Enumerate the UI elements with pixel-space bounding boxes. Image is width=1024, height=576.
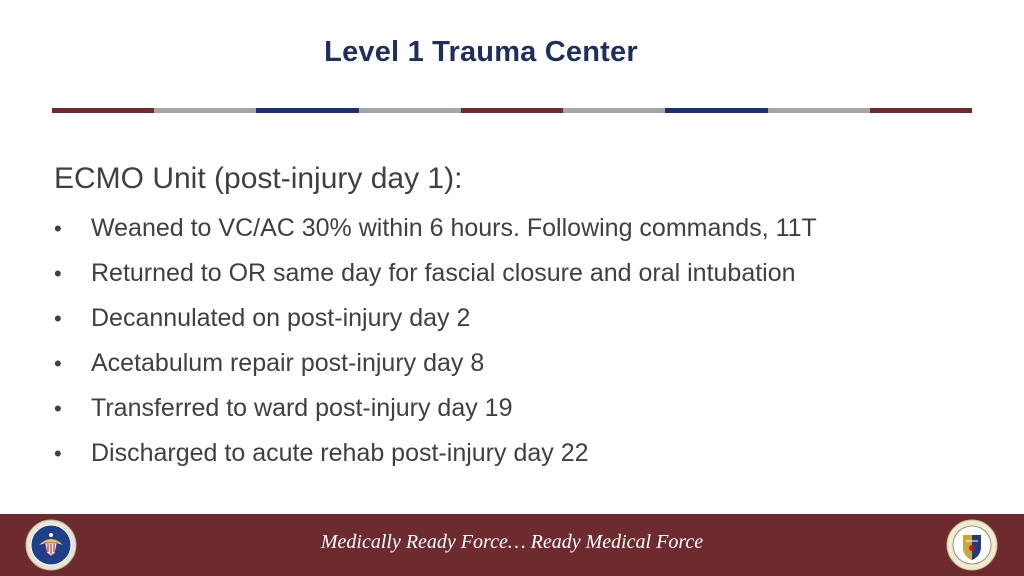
bullet-item: [54, 386, 994, 431]
bullet-item: [54, 341, 994, 386]
bullet-item: [54, 206, 994, 251]
bullet-icon: •: [54, 396, 62, 421]
bullet-text: Weaned to VC/AC 30% within 6 hours. Following commands, 11T: [91, 214, 817, 242]
divider-segment: [563, 108, 665, 113]
slide-title: Level 1 Trauma Center: [324, 36, 638, 68]
bullet-icon: •: [54, 261, 62, 286]
bullet-text: Decannulated on post-injury day 2: [91, 304, 471, 332]
divider-segment: [870, 108, 972, 113]
section-heading: ECMO Unit (post-injury day 1):: [54, 162, 463, 195]
bullet-icon: •: [54, 216, 62, 241]
divider-segment: [461, 108, 563, 113]
title-divider: [52, 108, 972, 113]
footer-bar: [0, 514, 1024, 576]
bullet-text: Transferred to ward post-injury day 19: [91, 394, 513, 422]
bullet-text: Returned to OR same day for fascial closure and oral intubation: [91, 259, 796, 287]
divider-segment: [154, 108, 256, 113]
divider-segment: [52, 108, 154, 113]
bullet-icon: •: [54, 441, 62, 466]
bullet-item: [54, 251, 994, 296]
divider-segment: [359, 108, 461, 113]
bullet-list: [54, 206, 994, 476]
bullet-icon: •: [54, 306, 62, 331]
bullet-text: Acetabulum repair post-injury day 8: [91, 349, 485, 377]
bullet-text: Discharged to acute rehab post-injury day 22: [91, 439, 589, 467]
divider-segment: [768, 108, 870, 113]
footer-tagline: Medically Ready Force… Ready Medical Force: [320, 531, 704, 553]
slide-content: [54, 160, 994, 476]
divider-segment: [256, 108, 358, 113]
bullet-icon: •: [54, 351, 62, 376]
bullet-item: [54, 431, 994, 476]
bullet-item: [54, 296, 994, 341]
usuhs-seal-icon: [946, 519, 998, 571]
divider-segment: [665, 108, 767, 113]
